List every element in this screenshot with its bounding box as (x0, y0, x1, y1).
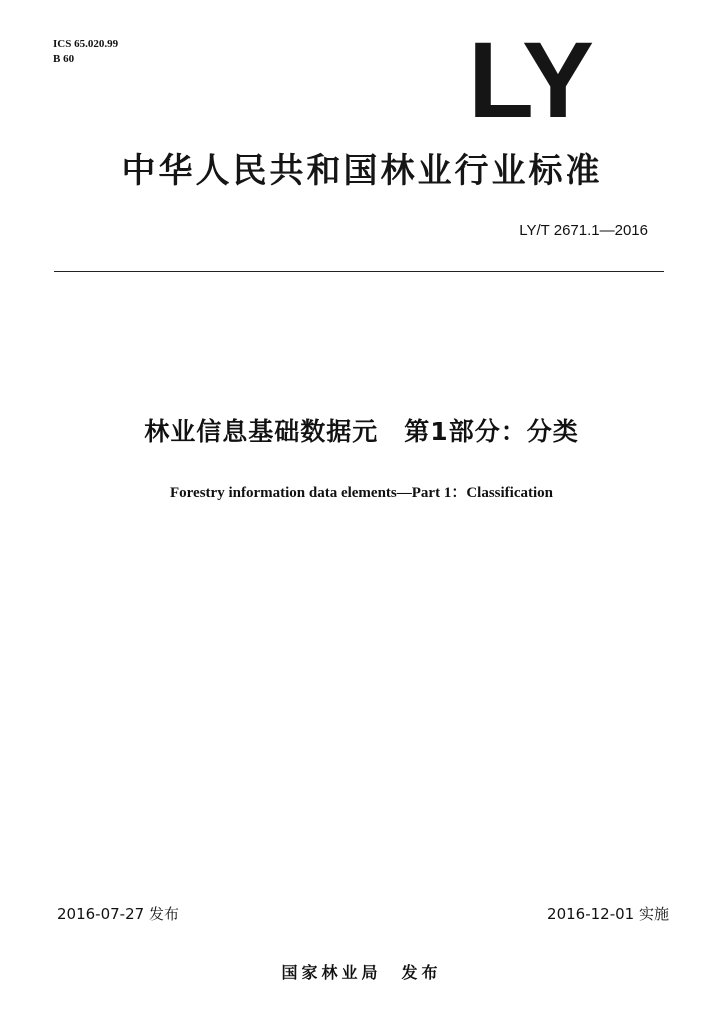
classification-code: B 60 (53, 53, 75, 65)
header-divider (54, 271, 664, 272)
document-title-chinese: 林业信息基础数据元 第1部分：分类 (144, 417, 579, 446)
issue-date: 2016-07-27 发布 (57, 905, 179, 923)
standard-category-heading: 中华人民共和国林业行业标准 (121, 151, 603, 191)
standard-logo: LY (468, 19, 593, 140)
ics-code: ICS 65.020.99 (53, 38, 119, 50)
implementation-date: 2016-12-01 实施 (547, 905, 669, 923)
document-title-english: Forestry information data elements—Part 1：Classification (170, 485, 553, 501)
standard-number: LY/T 2671.1—2016 (519, 222, 648, 239)
issuing-authority: 国家林业局 发布 (281, 963, 442, 982)
